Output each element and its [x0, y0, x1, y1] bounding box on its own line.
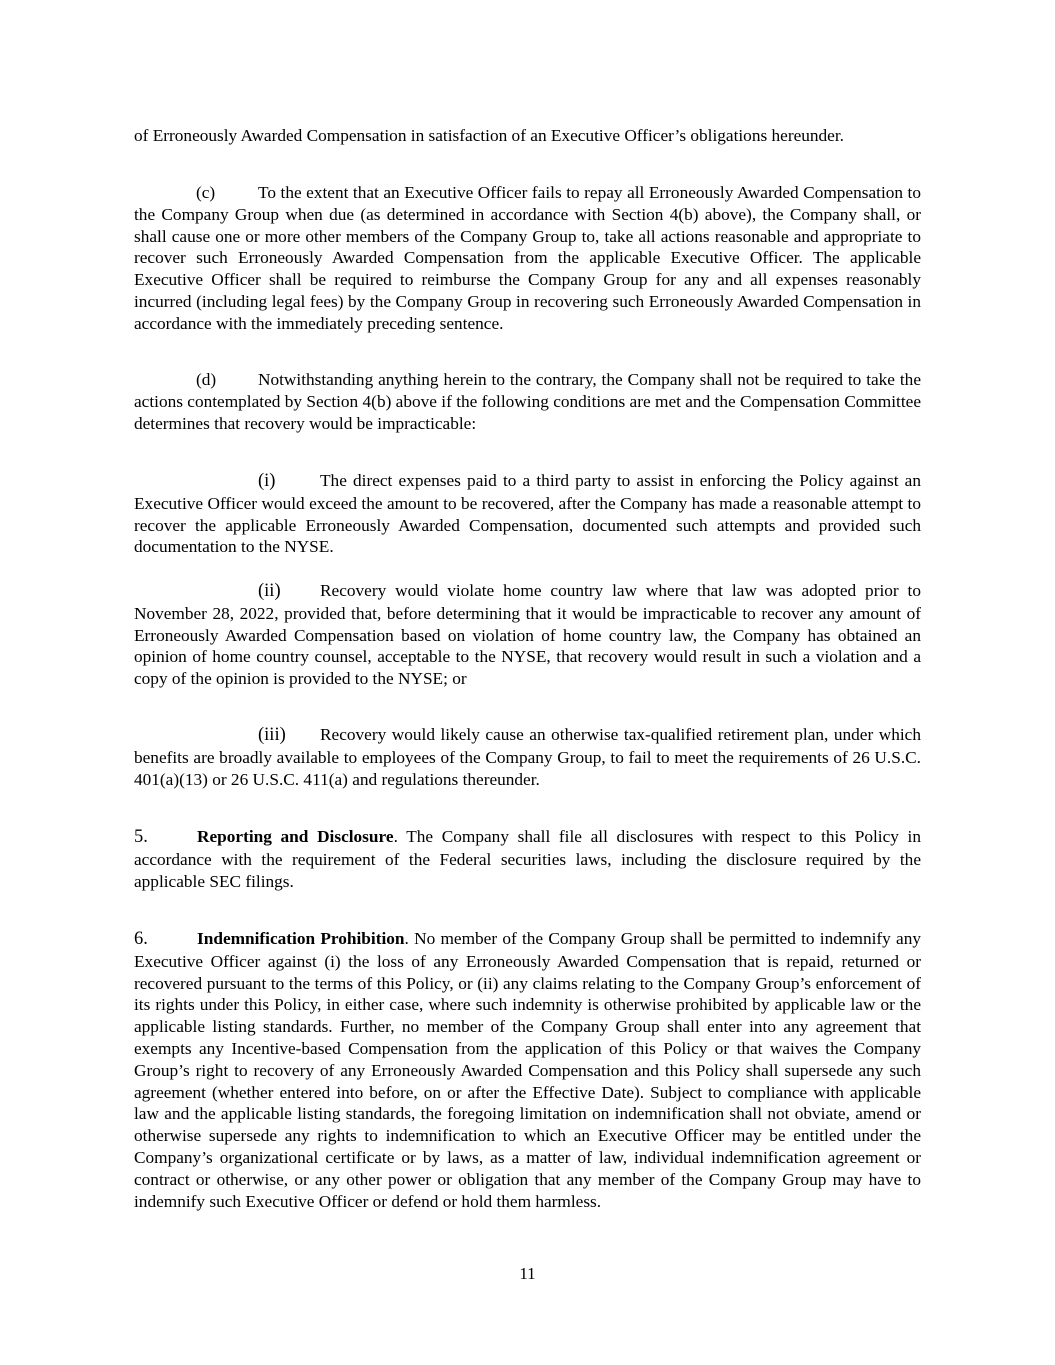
section-6-text: . No member of the Company Group shall be permitted to indemnify any Executive Officer against (i) the loss of any Erroneously Awarded Compensation that is repaid, returned or recovered pursuant to the terms of this Policy, or (ii) any claims relating to the Company Group’s enforcement of its rights under this Policy, in either case, where such indemnity is otherwise prohibited by applicable law or the applicable listing standards. Further, no member of the Company Group shall enter into any agreement that exempts any Incentive-based Compensation from the application of this Policy or that waives the Company Group’s right to recovery of any Erroneously Awarded Compensation and this Policy shall supersede any such agreement (whether entered into before, on or after the Effective Date). Subject to compliance with applicable law and the applicable listing standards, the foregoing limitation on indemnification shall not obviate, amend or otherwise supersede any rights to indemnification to which an Executive Officer may be entitled under the Company’s organizational certificate or by laws, as a matter of law, individual indemnification agreement or contract or otherwise, or any other power or obligation that any member of the Company Group may have to indemnify such Executive Officer or defend or hold them harmless. — [134, 929, 921, 1211]
paragraph-d-marker: (d) — [196, 370, 217, 389]
paragraph-continuation: of Erroneously Awarded Compensation in satisfaction of an Executive Officer’s obligations hereunder. — [134, 126, 844, 145]
paragraph-c-marker: (c) — [196, 183, 216, 202]
subparagraph-ii — [134, 580, 921, 690]
paragraph-c — [134, 182, 921, 335]
section-6-heading: Indemnification Prohibition — [197, 929, 405, 948]
subparagraph-iii-text: Recovery would likely cause an otherwise tax-qualified retirement plan, under which benefits are broadly available to employees of the Company Group, to fail to meet the requirements of 26 U.S.C. 401(a)(13) or 26 U.S.C. 411(a) and regulations thereunder. — [134, 725, 921, 789]
paragraph-d-text: Notwithstanding anything herein to the contrary, the Company shall not be required to take the actions contemplated by Section 4(b) above if the following conditions are met and the Compensation Committee determines that recovery would be impracticable: — [134, 370, 921, 433]
subparagraph-iii — [134, 724, 921, 790]
paragraph-c-text: To the extent that an Executive Officer fails to repay all Erroneously Awarded Compensation to the Company Group when due (as determined in accordance with Section 4(b) above), the Company shall, or shall cause one or more other members of the Company Group to, take all actions reasonable and appropriate to recover such Erroneously Awarded Compensation from the applicable Executive Officer. The applicable Executive Officer shall be required to reimburse the Company Group for any and all expenses reasonably incurred (including legal fees) by the Company Group in recovering such Erroneously Awarded Compensation in accordance with the immediately preceding sentence. — [134, 183, 921, 333]
subparagraph-i-marker: (i) — [258, 471, 276, 491]
section-6-number: 6. — [134, 929, 148, 949]
page-number: 11 — [519, 1264, 536, 1283]
subparagraph-iii-marker: (iii) — [258, 725, 286, 745]
section-5-heading: Reporting and Disclosure — [197, 827, 394, 846]
subparagraph-ii-text: Recovery would violate home country law where that law was adopted prior to November 28, 2022, provided that, before determining that it would be impracticable to recover any amount of Erroneously Awarded Compensation based on violation of home country law, the Company has obtained an opinion of home country counsel, acceptable to the NYSE, that recovery would result in such a violation and a copy of the opinion is provided to the NYSE; or — [134, 581, 921, 689]
paragraph-d — [134, 369, 921, 434]
subparagraph-i-text: The direct expenses paid to a third party to assist in enforcing the Policy against an Executive Officer would exceed the amount to be recovered, after the Company has made a reasonable attempt to recover the applicable Erroneously Awarded Compensation, documented such attempts and provided such documentation to the NYSE. — [134, 471, 921, 557]
subparagraph-ii-marker: (ii) — [258, 581, 281, 601]
section-5 — [134, 826, 921, 892]
subparagraph-i — [134, 470, 921, 558]
section-6 — [134, 928, 921, 1212]
section-5-number: 5. — [134, 827, 148, 847]
section-5-text: . The Company shall file all disclosures with respect to this Policy in accordance with the requirement of the Federal securities laws, including the disclosure required by the applicable SEC filings. — [134, 827, 922, 891]
